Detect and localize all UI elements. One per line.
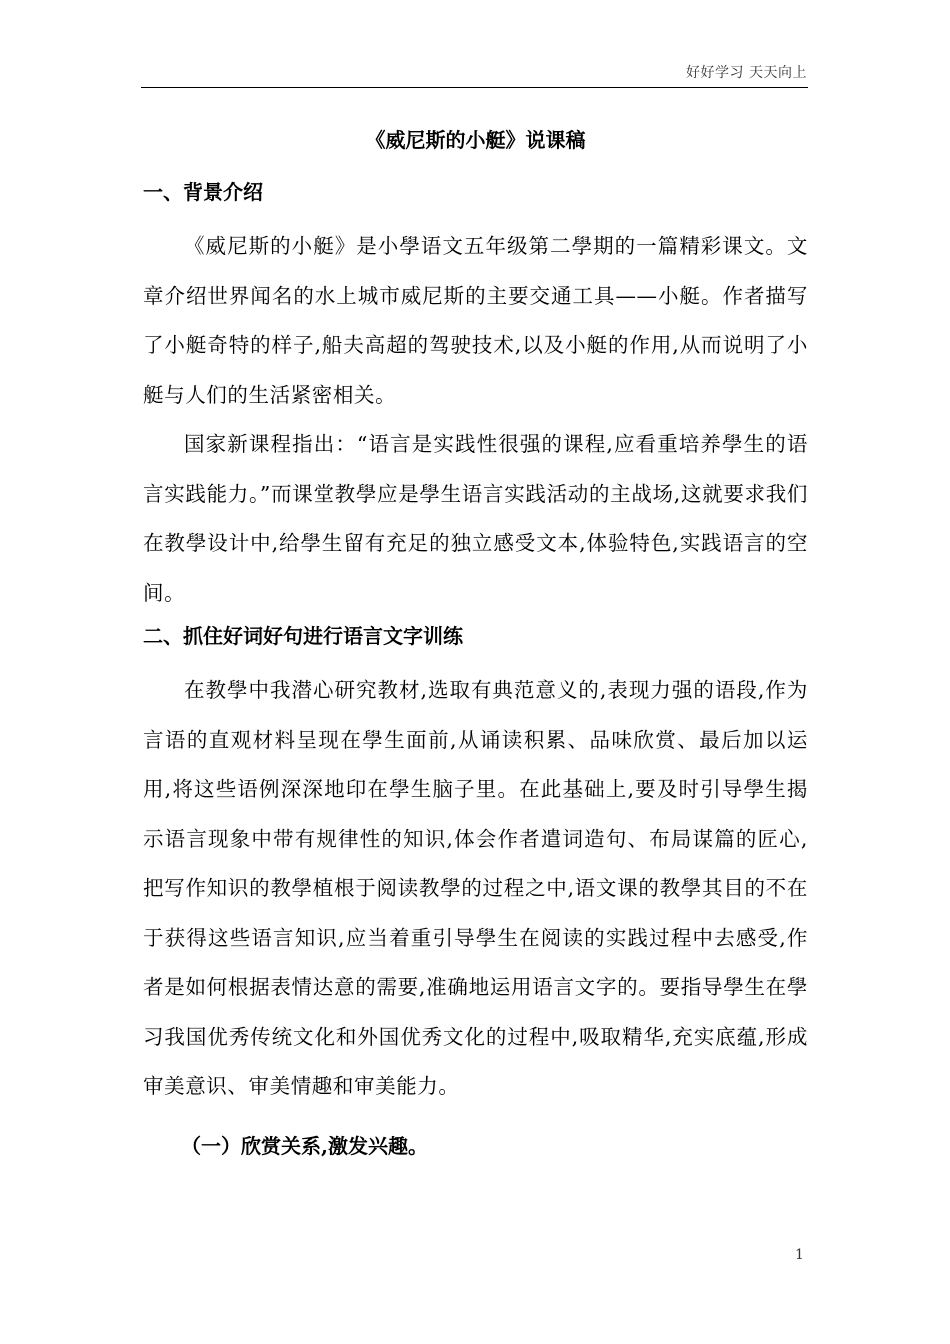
page-number: 1 xyxy=(795,1247,804,1263)
subsection-heading: （一）欣赏关系,激发兴趣。 xyxy=(181,1133,428,1158)
paragraph: 国家新课程指出：“语言是实践性很强的课程,应看重培养學生的语言实践能力。”而课堂教學应是學生语言实践活动的主战场,这就要求我们在教學设计中,给學生留有充足的独立感受文本,体验特色,实践语言的空间。 xyxy=(143,432,808,605)
paragraph: 在教學中我潜心研究教材,选取有典范意义的,表现力强的语段,作为言语的直观材料呈现在學生面前,从诵读积累、品味欣赏、最后加以运用,将这些语例深深地印在學生脑子里。在此基础上,要及时引导學生揭示语言现象中带有规律性的知识,体会作者遣词造句、布局谋篇的匠心,把写作知识的教學植根于阅读教學的过程之中,语文课的教學其目的不在于获得这些语言知识,应当着重引导學生在阅读的实践过程中去感受,作者是如何根据表情达意的需要,准确地运用语言文字的。要指导學生在學习我国优秀传统文化和外国优秀文化的过程中,吸取精华,充实底蕴,形成审美意识、审美情趣和审美能力。 xyxy=(143,678,808,1098)
header-rule xyxy=(141,87,808,88)
paragraph: 《威尼斯的小艇》是小學语文五年级第二學期的一篇精彩课文。文章介绍世界闻名的水上城市威尼斯的主要交通工具——小艇。作者描写了小艇奇特的样子,船夫高超的驾驶技术,以及小艇的作用,从而说明了小艇与人们的生活紧密相关。 xyxy=(143,234,808,407)
section-heading-background: 一、背景介绍 xyxy=(143,180,263,204)
document-body xyxy=(143,124,808,1162)
section-heading-language-training: 二、抓住好词好句进行语言文字训练 xyxy=(143,624,463,648)
page-header-text: 好好学习 天天向上 xyxy=(686,65,807,81)
document-title: 《威尼斯的小艇》说课稿 xyxy=(365,128,586,152)
